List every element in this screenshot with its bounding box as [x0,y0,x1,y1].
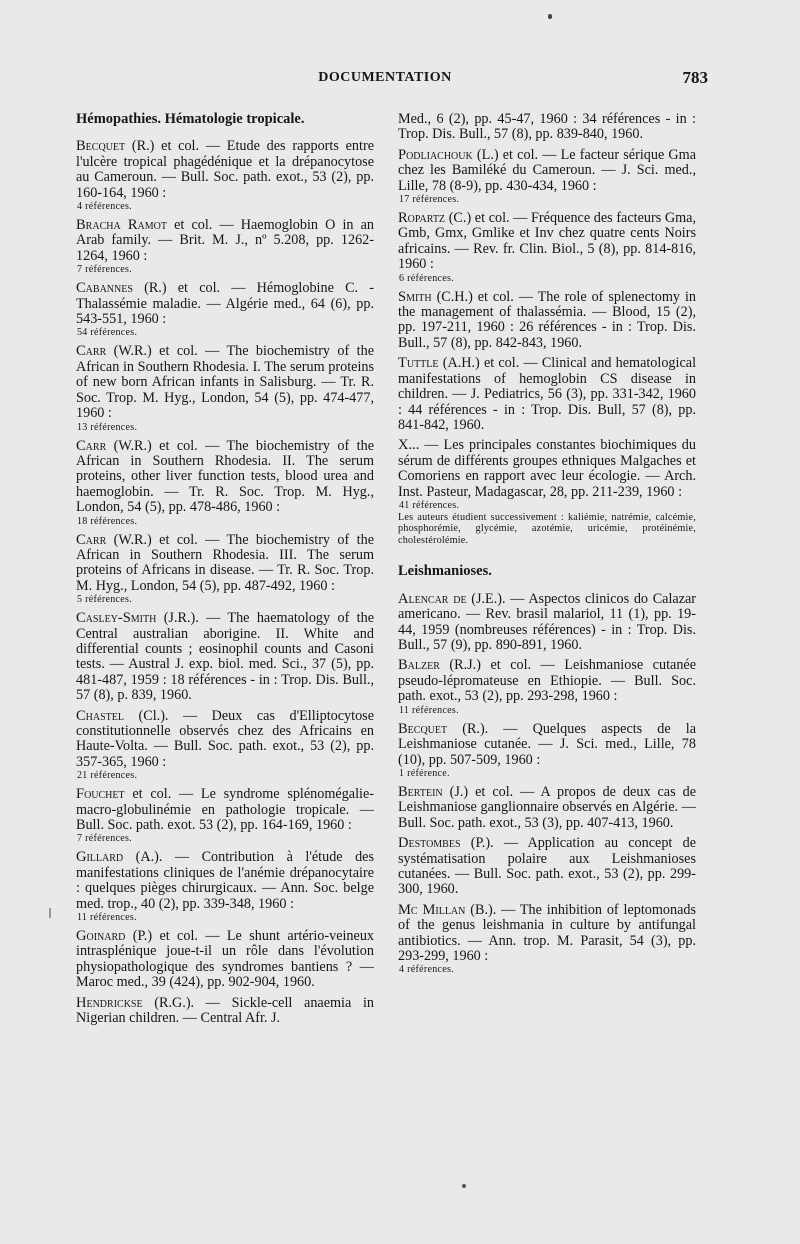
bibliography-entry [76,929,374,991]
entry-author: Ropartz [398,210,446,227]
entry-citation: (A.H.) et col. — Clinical and hematological manifestations of hemoglobin CS disease in children. — J. Pediatrics, 56 (3), pp. 331-342, 1960 : 44 références - in : Trop. Dis. Bull, 57 (8), pp. 841-842, 1960. [398,355,697,433]
entry-text [76,281,374,327]
entry-text [398,356,696,433]
entry-references-count: 18 références. [77,515,138,527]
entry-citation: et col. — Haemoglobin O in an Arab family. — Brit. M. J., nº 5.208, pp. 1262-1264, 1960 : [76,217,374,264]
entry-citation: (R.G.). — Sickle-cell anaemia in Nigerian children. — Central Afr. J. [76,994,375,1027]
entry-author: Goinard [76,928,126,945]
page-header [0,70,800,94]
bibliography-entry [76,439,374,528]
entry-citation: (P.). — Application au concept de systématisation polaire aux Leishmanioses cutanées. — Bull. Soc. path. exot., 53 (2), pp. 299-300, 1960. [398,835,696,898]
entry-references-count: 1 référence. [399,767,450,779]
entry-author: X... [398,437,420,454]
entry-citation: (J.R.). — The haematology of the Central australian aborigine. II. White and differential counts ; eosinophil counts and Casoni tests. — Austral J. exp. biol. med. Sci., 37 (5), pp. 481-487, 1959 : 18 références - in : Trop. Dis. Bull., 57 (8), p. 839, 1960. [76,610,374,704]
entry-references-count: 4 références. [399,964,454,976]
entry-citation: (B.). — The inhibition of leptomonads of the genus leishmania in culture by antifungal antibiotics. — Ann. trop. M. Parasit, 54 (3), pp. 293-299, 1960 : [398,901,697,964]
entry-references-count: 17 références. [399,194,460,206]
entry-text [398,290,696,352]
entry-references-count: 5 références. [77,594,132,606]
ink-speck [462,1184,466,1188]
bibliography-entry [76,709,374,783]
bibliography-entry [398,836,696,898]
entry-references-count: 6 références. [399,272,454,284]
entry-text [76,439,374,516]
entry-text [398,211,696,273]
entry-text [76,850,374,912]
bibliography-entry [398,592,696,654]
entry-author: Gillard [76,849,124,866]
entry-references-count: 4 références. [77,201,132,213]
bibliography-entry [76,850,374,924]
bibliography-entry [398,658,696,716]
entry-citation: (P.) et col. — Le shunt artério-veineux intrasplénique joue-t-il un rôle dans l'évolution physiopathologique des syndromes bantiens ? — Maroc med., 39 (424), pp. 902-904, 1960. [76,928,375,991]
entry-references-count: 13 références. [77,421,138,433]
entry-note: Les auteurs étudient successivement : kaliémie, natrémie, calcémie, phosphorémie, glycémie, azotémie, uricémie, protéinémie, cholestérolémie. [398,511,696,546]
entry-text [398,438,696,500]
right-entry-list [398,148,696,547]
entry-references-count: 54 références. [77,327,138,339]
bibliography-entry [76,533,374,607]
entry-references-count: 41 références. [399,499,460,511]
entry-citation: — Les principales constantes biochimiques du sérum de différents groupes ethniques Malgaches et Comoriens en rapport avec leur écologie. — Arch. Inst. Pasteur, Madagascar, 28, pp. 211-239, 1960 : [398,437,696,500]
entry-citation: (C.H.) et col. — The role of splenectomy in the management of thalassémia. — Blood, 15 (2), pp. 197-211, 1960 : 26 références - in : Trop. Dis. Bull., 57 (8), pp. 842-843, 1960. [398,288,696,351]
entry-citation: (R.) et col. — Etude des rapports entre l'ulcère tropical phagédénique et la drépanocytose au Cameroun. — Bull. Soc. path. exot., 53 (2), pp. 160-164, 1960 : [76,138,374,201]
entry-text [398,836,696,898]
entry-text [398,592,696,654]
bibliography-entry [76,344,374,433]
bibliography-entry [76,139,374,213]
entry-text [76,787,374,833]
entry-author: Podliachouk [398,146,473,163]
entry-author: Carr [76,531,107,548]
entry-text [398,785,696,831]
bibliography-entry [76,996,374,1027]
page-number: 783 [682,68,708,87]
entry-author: Fouchet [76,786,125,803]
bibliography-entry [76,281,374,339]
entry-author: Tuttle [398,355,439,372]
entry-text [76,533,374,595]
bibliography-entry [398,290,696,352]
entry-author: Hendrickse [76,994,143,1011]
entry-author: Alencar de [398,590,467,607]
entry-text [76,344,374,421]
entry-citation: (R.). — Quelques aspects de la Leishmaniose cutanée. — J. Sci. med., Lille, 78 (10), pp. 507-509, 1960 : [398,720,696,768]
bibliography-entry [76,611,374,703]
entry-citation: (R.) et col. — Hémoglobine C. - Thalassémie maladie. — Algérie med., 64 (6), pp. 543-551, 1960 : [76,280,375,328]
entry-citation: et col. — Le syndrome splénomégalie-macro-globulinémie en pathologie tropicale. — Bull. Soc. path. exot. 53 (2), pp. 164-169, 1960 : [76,786,374,834]
bibliography-entry [398,356,696,433]
entry-citation: (Cl.). — Deux cas d'Elliptocytose constitutionnelle observés chez des Africains en Haute-Volta. — Bull. Soc. path. exot., 53 (2), pp. 357-365, 1960 : [76,707,374,770]
entry-author: Balzer [398,657,440,674]
entry-text [398,722,696,768]
bibliography-entry [398,148,696,206]
entry-citation: (L.) et col. — Le facteur sérique Gma chez les Bamiléké du Cameroun. — J. Sci. med., Lille, 78 (8-9), pp. 430-434, 1960 : [398,146,697,194]
running-title: DOCUMENTATION [318,70,452,85]
bibliography-entry [398,785,696,831]
bibliography-entry [398,211,696,285]
entry-references-count: 7 références. [77,264,132,276]
entry-text [76,709,374,771]
bibliography-entry [398,722,696,780]
entry-text [76,139,374,201]
left-column [76,112,374,1032]
continuation-text: Med., 6 (2), pp. 45-47, 1960 : 34 références - in : Trop. Dis. Bull., 57 (8), pp. 839-840, 1960. [398,111,696,143]
entry-citation: (C.) et col. — Fréquence des facteurs Gma, Gmb, Gmx, Gmlike et Inv chez quatre cents Noirs africains. — Rev. fr. Clin. Biol., 5 (8), pp. 814-816, 1960 : [398,210,696,273]
entry-author: Carr [76,343,107,360]
entry-author: Carr [76,437,107,454]
bibliography-entry [76,218,374,276]
section-title-leishmanioses: Leishmanioses. [398,563,492,580]
entry-text [398,148,696,194]
bibliography-entry [398,438,696,546]
entry-author: Destombes [398,835,461,852]
entry-references-count: 11 références. [77,912,137,924]
entry-citation: (A.). — Contribution à l'étude des manifestations cliniques de l'anémie drépanocytaire : quelques pièges chirurgicaux. — Ann. Soc. belge med. trop., 40 (2), pp. 339-348, 1960 : [76,849,374,912]
entry-author: Chastel [76,707,125,724]
entry-references-count: 21 références. [77,770,138,782]
entry-text [76,996,374,1027]
entry-citation: (W.R.) et col. — The biochemistry of the African in Southern Rhodesia. II. The serum proteins, other liver function tests, blood urea and haemoglobin. — Tr. R. Soc. Trop. M. Hyg., London, 54 (5), pp. 478-486, 1960 : [76,437,374,516]
entry-author: Bracha Ramot [76,217,167,234]
bibliography-entry [398,903,696,977]
entry-author: Casley-Smith [76,610,157,627]
left-entry-list [76,139,374,1026]
entry-text [398,658,696,704]
entry-citation: (R.J.) et col. — Leishmaniose cutanée pseudo-lépromateuse en Ethiopie. — Bull. Soc. path. exot., 53 (2), pp. 293-298, 1960 : [398,657,697,705]
margin-mark [49,908,51,918]
bibliography-entry [76,787,374,845]
entry-citation: (W.R.) et col. — The biochemistry of the African in Southern Rhodesia. III. The serum proteins of Africans in disease. — Tr. R. Soc. Trop. M. Hyg., London, 54 (5), pp. 487-492, 1960 : [76,531,374,594]
entry-author: Becquet [76,138,126,155]
entry-text [76,929,374,991]
entry-citation: (J.) et col. — A propos de deux cas de Leishmaniose ganglionnaire observés en Algérie. — Bull. Soc. path. exot., 53 (3), pp. 407-413, 1960. [398,783,696,831]
section-title-hemopathies: Hémopathies. Hématologie tropicale. [76,111,305,127]
entry-citation: (J.E.). — Aspectos clinicos do Calazar americano. — Rev. brasil malariol, 11 (1), pp. 19-44, 1959 (nombreuses références) - in : Trop. Dis. Bull., 57 (9), pp. 890-891, 1960. [398,590,697,654]
entry-references-count: 7 références. [77,833,132,845]
entry-author: Cabannes [76,280,133,297]
entry-citation: (W.R.) et col. — The biochemistry of the African in Southern Rhodesia. I. The serum proteins of new born African infants in Salisburg. — Tr. R. Soc. Trop. M. Hyg., London, 54 (5), pp. 474-477, 1960 : [76,343,374,422]
entry-author: Mc Millan [398,901,466,918]
right-column [398,112,696,981]
entry-author: Smith [398,288,432,305]
entry-references-count: 11 références. [399,704,459,716]
entry-author: Bertein [398,783,443,800]
entry-author: Becquet [398,720,448,737]
right-entry-list-2 [398,592,696,977]
ink-speck [548,14,552,19]
entry-text [398,903,696,965]
entry-text [76,218,374,264]
entry-text [76,611,374,703]
